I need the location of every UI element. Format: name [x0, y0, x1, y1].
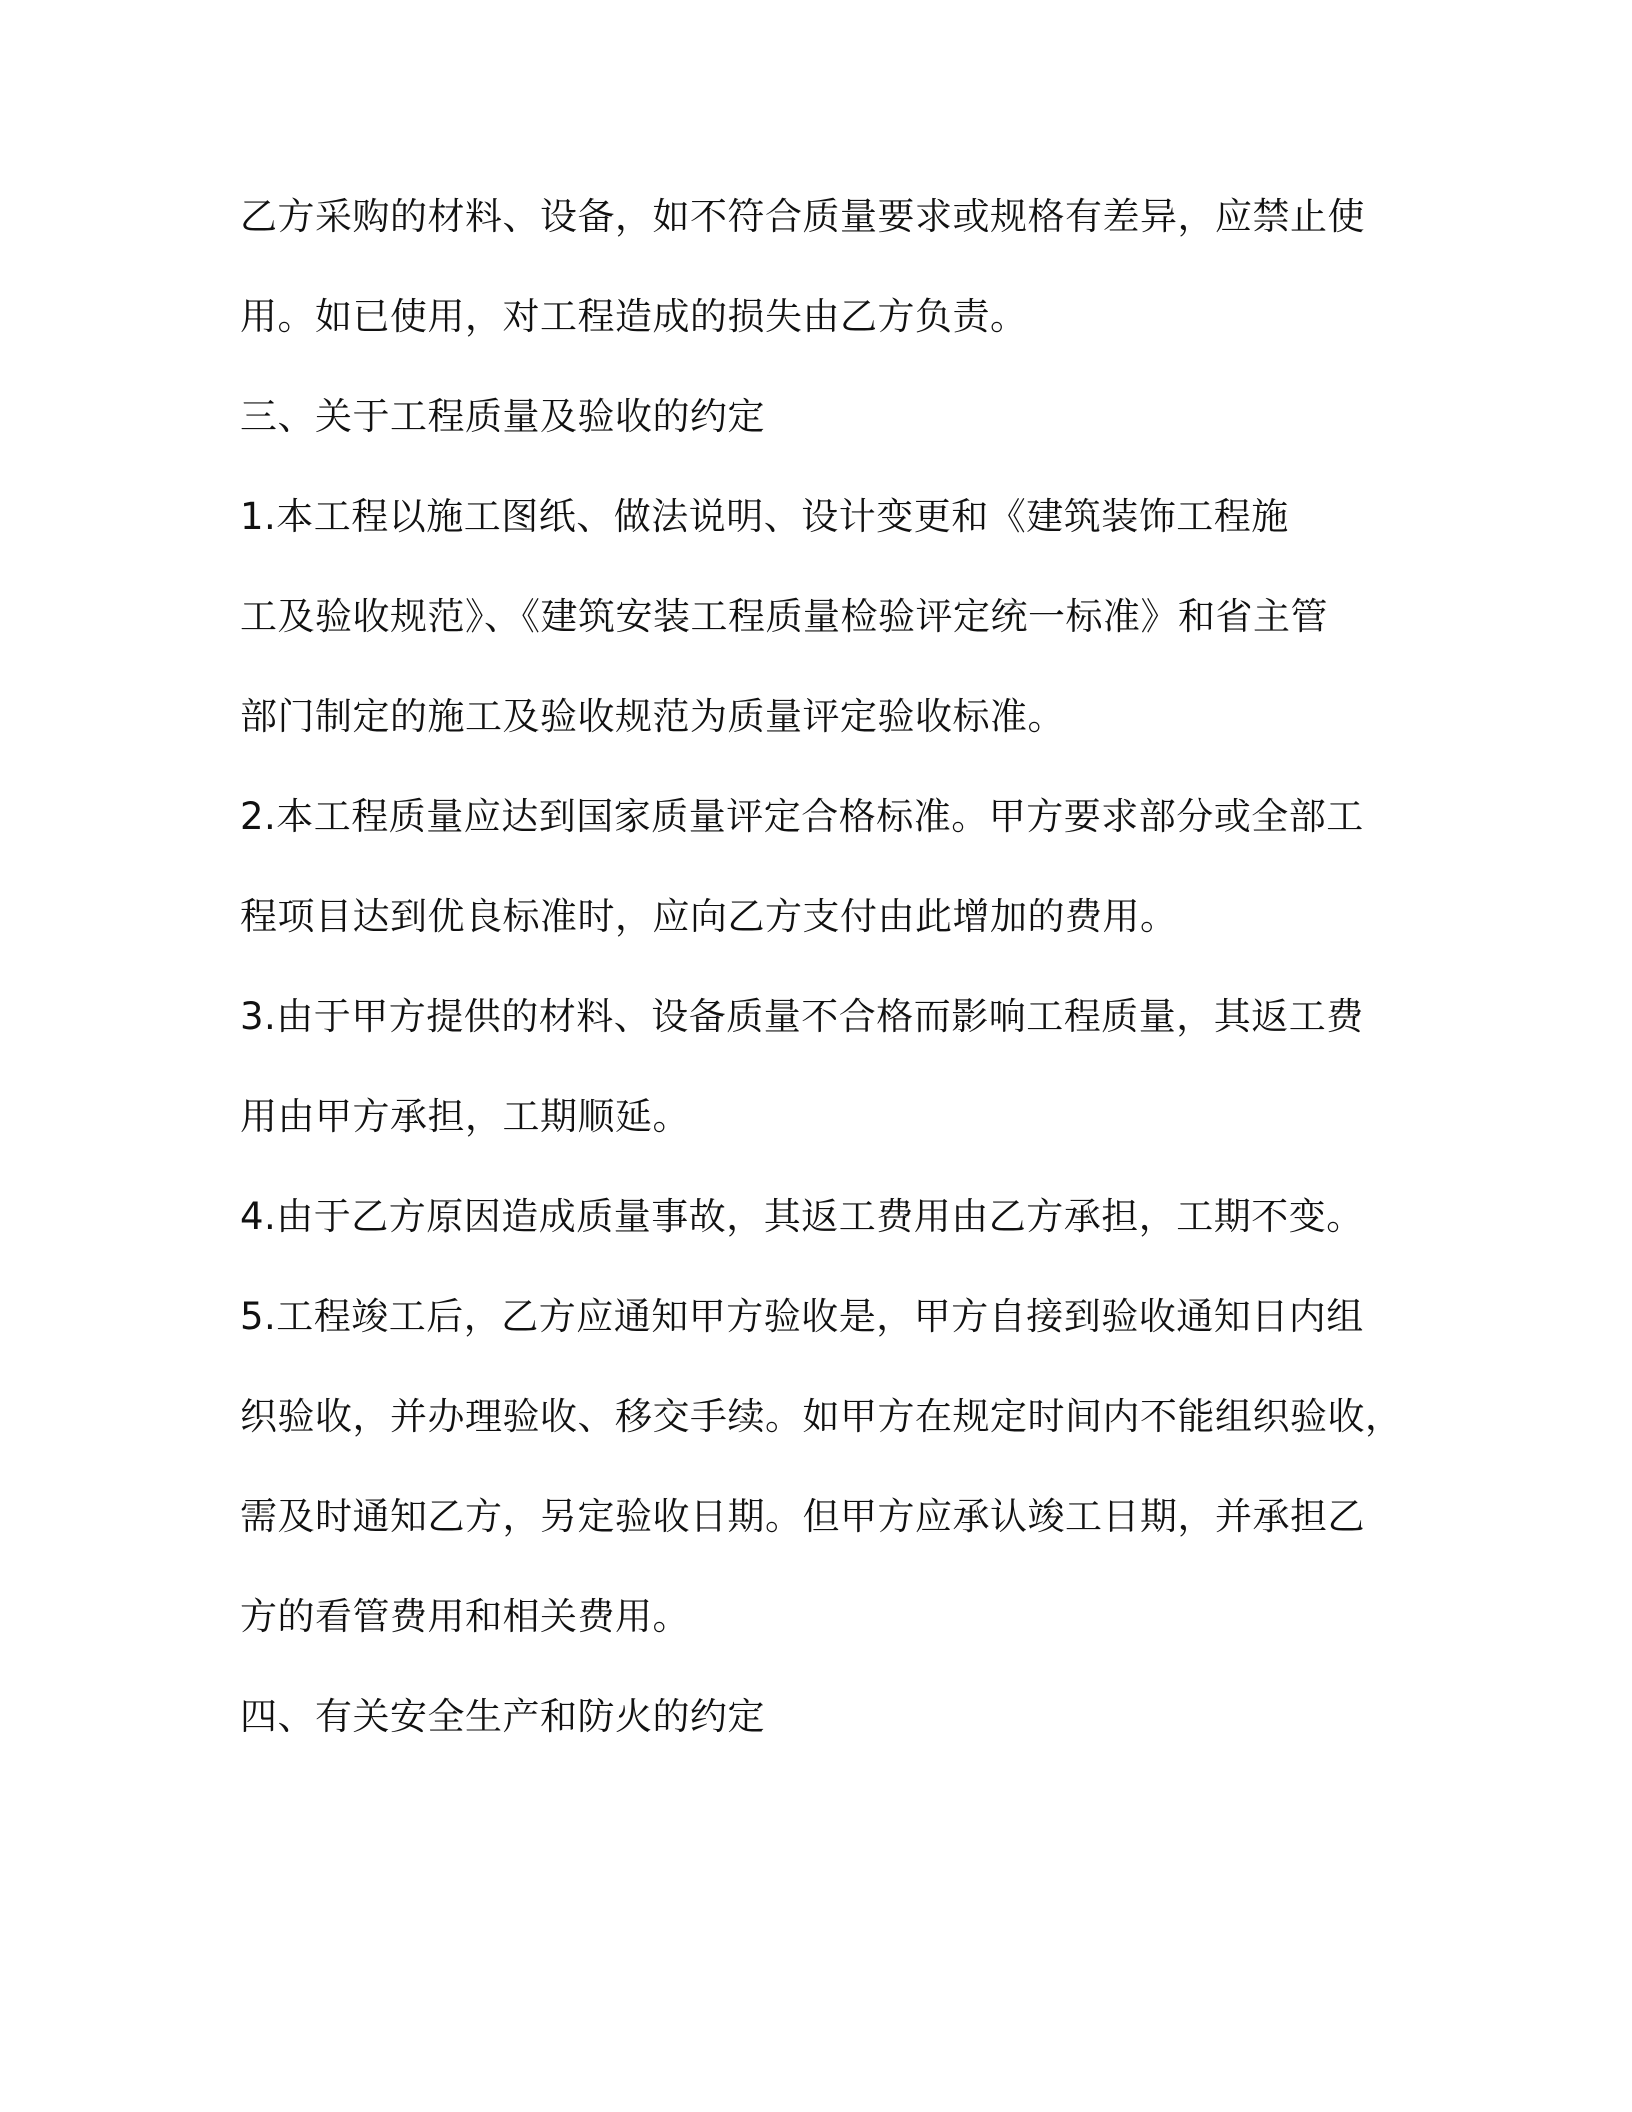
paragraph-line: 3.由于甲方提供的材料、设备质量不合格而影响工程质量，其返工费	[240, 995, 1364, 1038]
paragraph-line: 用。如已使用，对工程造成的损失由乙方负责。	[240, 295, 1028, 338]
paragraph-line: 部门制定的施工及验收规范为质量评定验收标准。	[240, 695, 1065, 738]
paragraph-line: 织验收，并办理验收、移交手续。如甲方在规定时间内不能组织验收，	[240, 1395, 1403, 1438]
paragraph-line: 方的看管费用和相关费用。	[240, 1595, 690, 1638]
paragraph-line: 程项目达到优良标准时，应向乙方支付由此增加的费用。	[240, 895, 1178, 938]
paragraph-line: 1.本工程以施工图纸、做法说明、设计变更和《建筑装饰工程施	[240, 495, 1289, 538]
section-heading: 三、关于工程质量及验收的约定	[240, 395, 765, 438]
paragraph-line: 4.由于乙方原因造成质量事故，其返工费用由乙方承担，工期不变。	[240, 1195, 1364, 1238]
paragraph-line: 工及验收规范》、《建筑安装工程质量检验评定统一标准》和省主管	[240, 595, 1328, 638]
paragraph-line: 5.工程竣工后，乙方应通知甲方验收是，甲方自接到验收通知日内组	[240, 1295, 1364, 1338]
paragraph-line: 乙方采购的材料、设备，如不符合质量要求或规格有差异，应禁止使	[240, 195, 1365, 238]
paragraph-line: 2.本工程质量应达到国家质量评定合格标准。甲方要求部分或全部工	[240, 795, 1364, 838]
paragraph-line: 需及时通知乙方，另定验收日期。但甲方应承认竣工日期，并承担乙	[240, 1495, 1365, 1538]
section-heading: 四、有关安全生产和防火的约定	[240, 1695, 765, 1738]
paragraph-line: 用由甲方承担，工期顺延。	[240, 1095, 690, 1138]
